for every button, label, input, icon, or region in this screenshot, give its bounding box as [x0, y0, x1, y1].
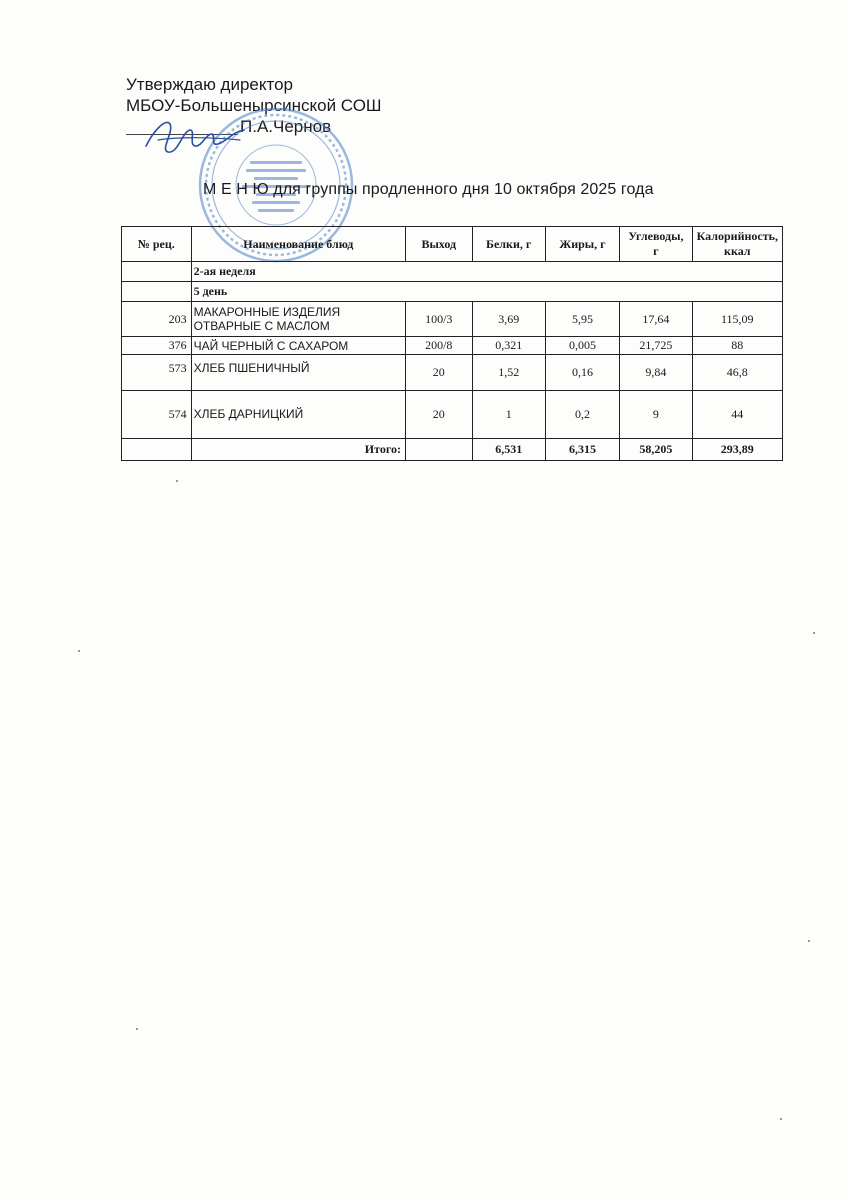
total-label: Итого:: [191, 439, 405, 461]
page-title: М Е Н Ю для группы продленного дня 10 октября 2025 года: [203, 181, 654, 198]
row-protein: 3,69: [472, 302, 545, 337]
row-kcal: 115,09: [692, 302, 782, 337]
row-protein: 1,52: [472, 355, 545, 391]
total-carbs: 58,205: [620, 439, 692, 461]
day-code-cell: [122, 282, 192, 302]
scan-speck: [78, 650, 80, 652]
header-output: Выход: [405, 227, 472, 262]
table-row: [122, 391, 783, 439]
scan-speck: [808, 940, 810, 942]
row-carbs: 21,725: [620, 337, 692, 355]
row-code: 574: [122, 391, 192, 439]
scan-speck: [136, 1028, 138, 1030]
row-code: 203: [122, 302, 192, 337]
header-kcal: Калорийность, ккал: [692, 227, 782, 262]
row-kcal: 44: [692, 391, 782, 439]
row-output: 100/3: [405, 302, 472, 337]
week-code-cell: [122, 262, 192, 282]
week-label: 2-ая неделя: [191, 262, 782, 282]
table-row: [122, 302, 783, 337]
row-output: 20: [405, 355, 472, 391]
row-carbs: 9: [620, 391, 692, 439]
handwritten-signature-icon: [140, 110, 250, 160]
header-carbs: Углеводы, г: [620, 227, 692, 262]
total-code-cell: [122, 439, 192, 461]
table-row: [122, 337, 783, 355]
table-row: [122, 355, 783, 391]
header-code: № рец.: [122, 227, 192, 262]
row-fat: 0,2: [545, 391, 619, 439]
total-output-cell: [405, 439, 472, 461]
scan-speck: [780, 1118, 782, 1120]
row-dish: ХЛЕБ ПШЕНИЧНЫЙ: [191, 355, 405, 391]
approval-line-2: МБОУ-Большеныpсинской СОШ: [126, 96, 382, 115]
row-output: 20: [405, 391, 472, 439]
week-row: [122, 262, 783, 282]
row-fat: 5,95: [545, 302, 619, 337]
row-fat: 0,16: [545, 355, 619, 391]
row-code: 376: [122, 337, 192, 355]
row-kcal: 88: [692, 337, 782, 355]
row-kcal: 46,8: [692, 355, 782, 391]
table-header-row: [122, 227, 783, 262]
row-fat: 0,005: [545, 337, 619, 355]
row-dish: МАКАРОННЫЕ ИЗДЕЛИЯ ОТВАРНЫЕ С МАСЛОМ: [191, 302, 405, 337]
row-code: 573: [122, 355, 192, 391]
total-protein: 6,531: [472, 439, 545, 461]
menu-table: [121, 226, 783, 461]
header-fat: Жиры, г: [545, 227, 619, 262]
scan-speck: [176, 480, 178, 482]
day-label: 5 день: [191, 282, 782, 302]
row-protein: 0,321: [472, 337, 545, 355]
row-dish: ЧАЙ ЧЕРНЫЙ С САХАРОМ: [191, 337, 405, 355]
day-row: [122, 282, 783, 302]
scan-speck: [813, 632, 815, 634]
signer-name: П.А.Чернов: [240, 117, 332, 136]
row-protein: 1: [472, 391, 545, 439]
header-dish: Наименование блюд: [191, 227, 405, 262]
total-row: [122, 439, 783, 461]
row-dish: ХЛЕБ ДАРНИЦКИЙ: [191, 391, 405, 439]
header-protein: Белки, г: [472, 227, 545, 262]
total-kcal: 293,89: [692, 439, 782, 461]
row-output: 200/8: [405, 337, 472, 355]
total-fat: 6,315: [545, 439, 619, 461]
row-carbs: 9,84: [620, 355, 692, 391]
approval-line-1: Утверждаю директор: [126, 75, 294, 94]
row-carbs: 17,64: [620, 302, 692, 337]
